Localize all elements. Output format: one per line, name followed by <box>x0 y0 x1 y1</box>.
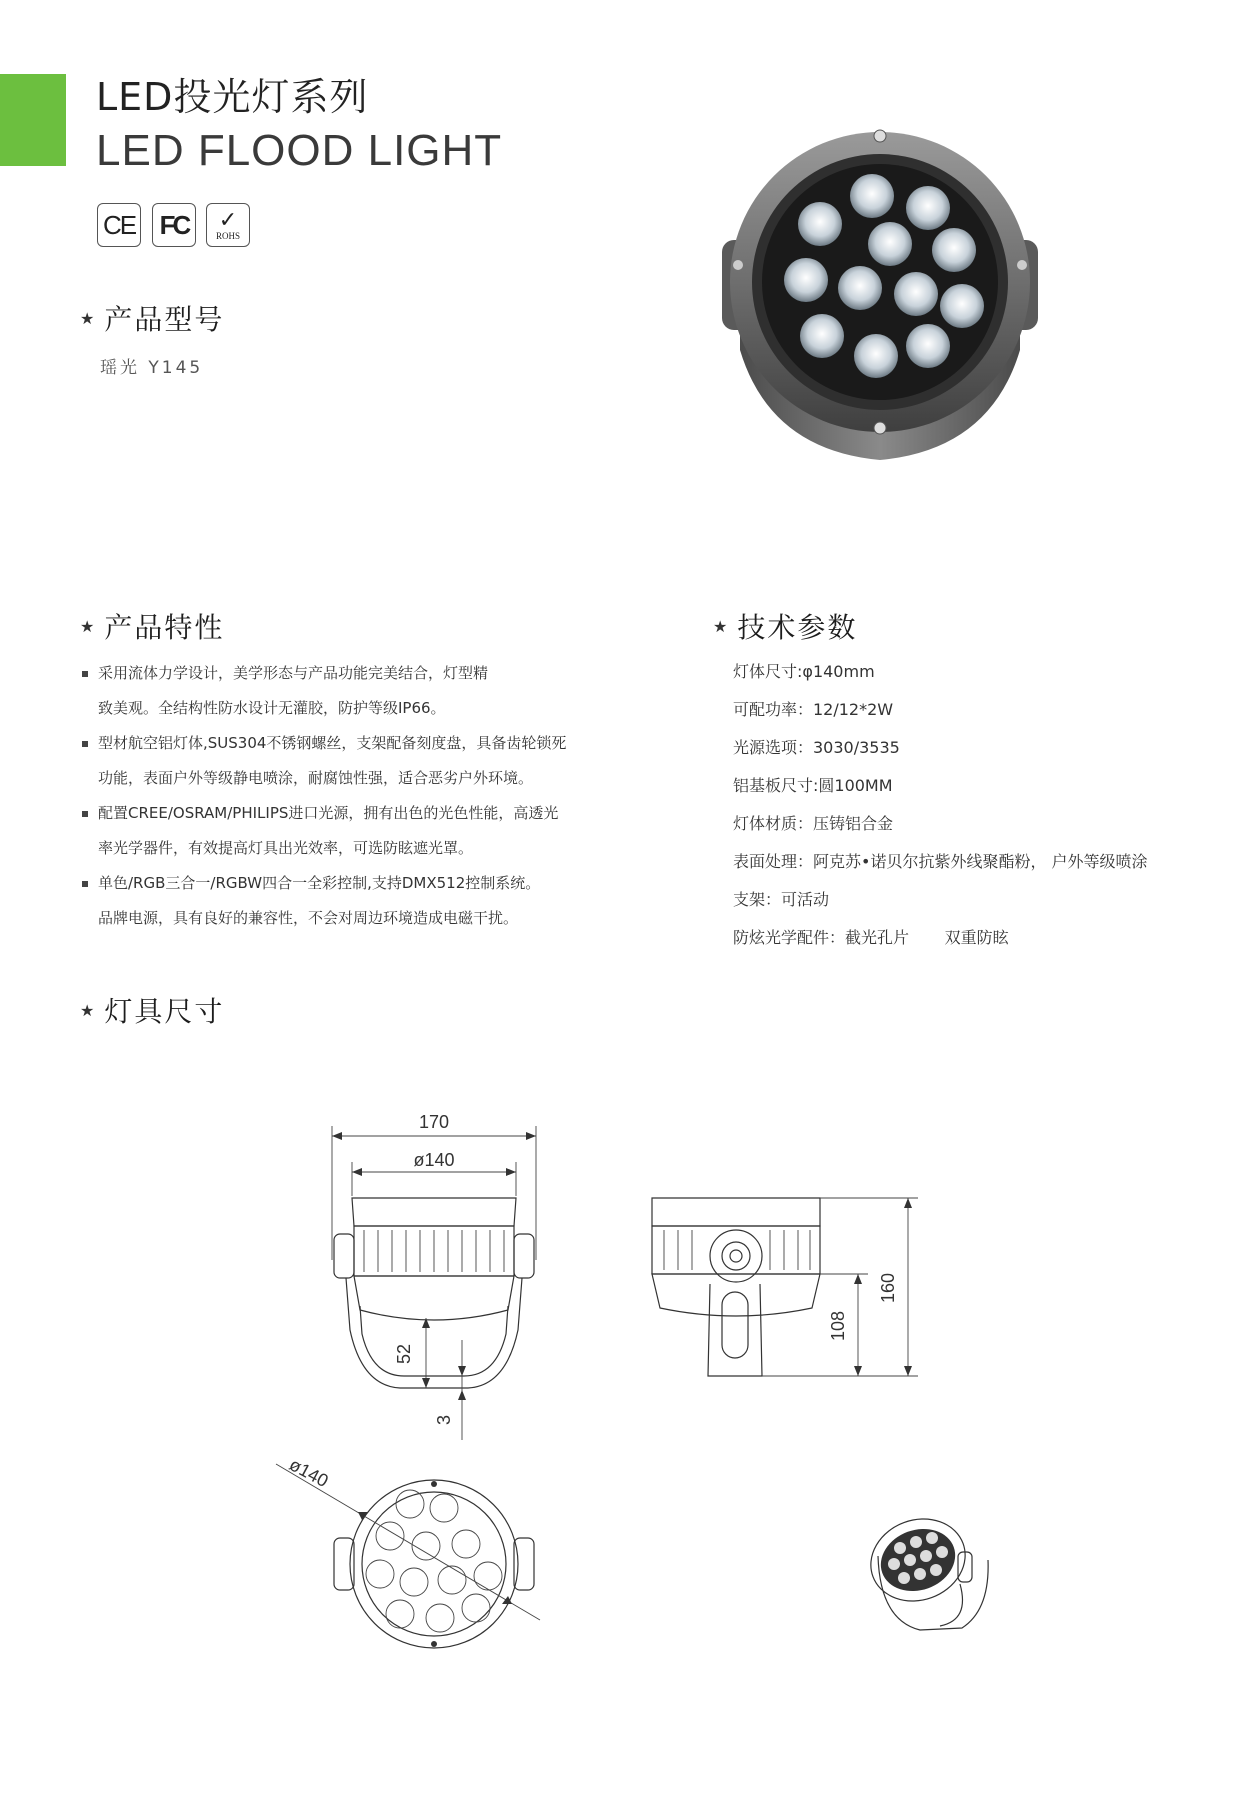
side-view-drawing <box>652 1198 918 1376</box>
feature-line: 率光学器件，有效提高灯具出光效率，可选防眩遮光罩。 <box>98 839 474 857</box>
title-chinese: LED投光灯系列 <box>96 75 369 119</box>
star-icon: ★ <box>80 1000 97 1020</box>
spec-line: 灯体材质：压铸铝合金 <box>733 814 894 833</box>
title-english: LED FLOOD LIGHT <box>96 126 503 175</box>
model-name: 瑶光 Y145 <box>100 358 204 378</box>
spec-line: 表面处理：阿克苏•诺贝尔抗紫外线聚酯粉， 户外等级喷涂 <box>733 852 1148 871</box>
specs-heading <box>713 606 857 646</box>
spec-line: 灯体尺寸:φ140mm <box>733 662 875 681</box>
model-heading-text: 产品型号 <box>104 303 225 336</box>
ce-mark-icon <box>97 203 141 247</box>
fc-label: FC <box>159 209 189 240</box>
dim-52-label: 52 <box>394 1343 414 1365</box>
rohs-mark-icon <box>206 203 250 247</box>
face-view-drawing <box>276 1454 540 1648</box>
dim-160-label: 160 <box>878 1272 898 1304</box>
star-icon: ★ <box>713 616 730 636</box>
ce-label: CE <box>102 209 136 240</box>
spec-line: 可配功率：12/12*2W <box>733 700 894 719</box>
feature-line: 采用流体力学设计，美学形态与产品功能完美结合，灯型精 <box>80 656 640 691</box>
dimensions-heading <box>80 990 224 1030</box>
dim-108-label: 108 <box>828 1310 848 1342</box>
features-heading <box>80 606 224 646</box>
feature-line: 致美观。全结构性防水设计无灌胶，防护等级IP66。 <box>98 699 446 717</box>
star-icon: ★ <box>80 616 97 636</box>
dim-3-label: 3 <box>434 1414 454 1426</box>
feature-line: 功能，表面户外等级静电喷涂，耐腐蚀性强，适合恶劣户外环境。 <box>98 769 534 787</box>
star-icon: ★ <box>80 308 97 328</box>
spec-line: 支架：可活动 <box>733 890 830 909</box>
spec-line: 防炫光学配件：截光孔片 双重防眩 <box>733 928 1009 947</box>
fc-mark-icon <box>152 203 196 247</box>
feature-line: 品牌电源，具有良好的兼容性，不会对周边环境造成电磁干扰。 <box>98 909 519 927</box>
dim-170-label: 170 <box>418 1112 450 1132</box>
checkmark-icon: ✓ <box>218 207 238 232</box>
feature-line: 单色/RGB三合一/RGBW四合一全彩控制,支持DMX512控制系统。 <box>80 866 640 901</box>
dimension-drawings <box>0 1080 1260 1760</box>
features-heading-text: 产品特性 <box>104 611 225 644</box>
product-photo <box>710 120 1050 480</box>
dim-140-label: ø140 <box>413 1150 455 1170</box>
specs-list <box>733 653 1148 957</box>
features-list <box>80 656 640 936</box>
green-accent-bar <box>0 74 66 166</box>
feature-line: 配置CREE/OSRAM/PHILIPS进口光源，拥有出色的光色性能，高透光 <box>80 796 640 831</box>
specs-heading-text: 技术参数 <box>737 611 858 644</box>
rohs-label: ROHS <box>215 231 240 241</box>
front-view-drawing <box>332 1112 536 1440</box>
spec-line: 光源选项：3030/3535 <box>733 738 900 757</box>
dimensions-heading-text: 灯具尺寸 <box>104 995 225 1028</box>
perspective-sketch <box>859 1506 988 1630</box>
feature-line: 型材航空铝灯体,SUS304不锈钢螺丝，支架配备刻度盘，具备齿轮锁死 <box>80 726 640 761</box>
spec-line: 铝基板尺寸:圆100MM <box>733 776 893 795</box>
model-heading <box>80 298 224 338</box>
dim-face-140-label: ø140 <box>286 1454 332 1492</box>
